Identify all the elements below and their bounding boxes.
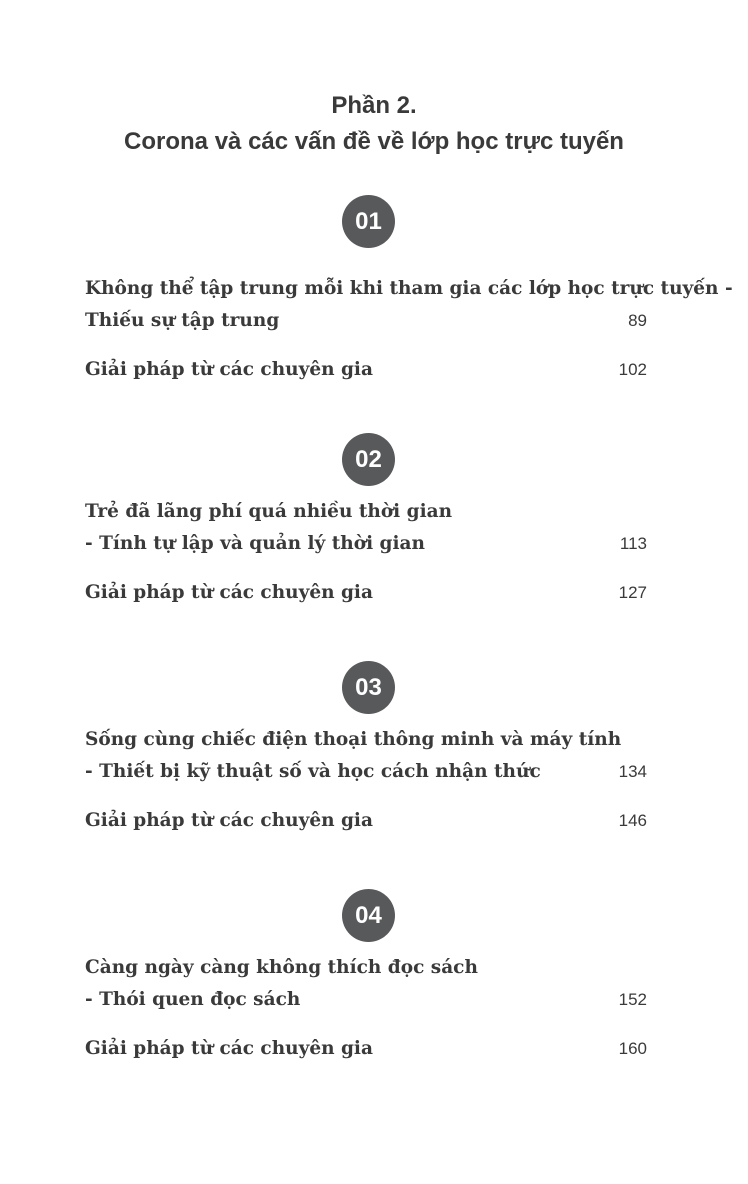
solution-page-number: 146 — [618, 811, 647, 830]
chapter-subtitle-text: - Thiết bị kỹ thuật số và học cách nhận thức — [85, 761, 541, 782]
solution-title-text: Giải pháp từ các chuyên gia — [85, 810, 373, 831]
chapter-subtitle-text: - Thói quen đọc sách — [85, 989, 301, 1010]
section-number-badge: 01 — [342, 195, 395, 248]
part-title: Corona và các vấn đề về lớp học trực tuyến — [124, 128, 624, 155]
solution-page-number: 160 — [618, 1039, 647, 1058]
chapter-page-number: 134 — [618, 762, 647, 781]
chapter-page-number: 152 — [618, 990, 647, 1009]
chapter-subtitle-text: - Tính tự lập và quản lý thời gian — [85, 533, 425, 554]
chapter-title-line1[interactable] — [85, 724, 650, 756]
chapter-title-line1[interactable] — [85, 952, 650, 984]
solution-page-number: 102 — [618, 360, 647, 379]
chapter-title-line2[interactable] — [85, 305, 650, 337]
solution-page-number: 127 — [618, 583, 647, 602]
solution-title-text: Giải pháp từ các chuyên gia — [85, 1038, 373, 1059]
chapter-title-line2[interactable] — [85, 528, 650, 560]
section-number-badge: 02 — [342, 433, 395, 486]
chapter-title-line1[interactable] — [85, 273, 733, 305]
chapter-title-line2[interactable] — [85, 984, 650, 1016]
solution-title-text: Giải pháp từ các chuyên gia — [85, 359, 373, 380]
solution-entry[interactable] — [85, 805, 650, 837]
chapter-title-line1[interactable] — [85, 496, 650, 528]
chapter-page-number: 89 — [628, 311, 647, 330]
chapter-title-text: Càng ngày càng không thích đọc sách — [85, 957, 478, 978]
chapter-title-text: Sống cùng chiếc điện thoại thông minh và máy tính — [85, 729, 622, 750]
solution-entry[interactable] — [85, 1033, 650, 1065]
section-number-badge: 04 — [342, 889, 395, 942]
chapter-title-text: Không thể tập trung mỗi khi tham gia các lớp học trực tuyến - — [85, 278, 733, 299]
solution-entry[interactable] — [85, 577, 650, 609]
chapter-title-text: Trẻ đã lãng phí quá nhiều thời gian — [85, 501, 453, 522]
section-number-badge: 03 — [342, 661, 395, 714]
solution-title-text: Giải pháp từ các chuyên gia — [85, 582, 373, 603]
chapter-subtitle-text: Thiếu sự tập trung — [85, 310, 280, 331]
solution-entry[interactable] — [85, 354, 650, 386]
chapter-page-number: 113 — [619, 534, 647, 553]
chapter-title-line2[interactable] — [85, 756, 650, 788]
part-label: Phần 2. — [331, 92, 417, 119]
